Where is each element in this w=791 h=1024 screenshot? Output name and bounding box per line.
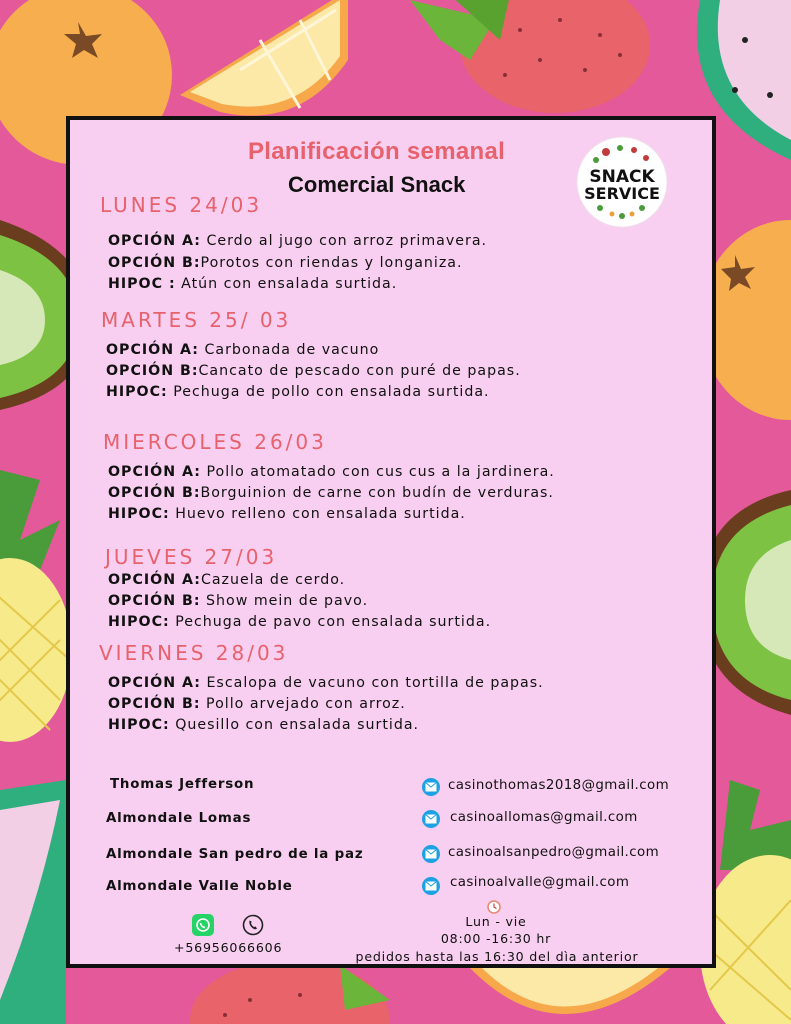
- snack-service-logo: [576, 136, 668, 228]
- option-a-line: OPCIÓN A: Cerdo al jugo con arroz primavera.: [108, 233, 488, 249]
- day-heading: MARTES 25/ 03: [101, 308, 292, 332]
- strawberry-icon: [190, 960, 390, 1024]
- option-a-line: OPCIÓN A: Carbonada de vacuno: [106, 342, 380, 358]
- email-link[interactable]: casinoallomas@gmail.com: [450, 810, 638, 825]
- location-name: Almondale Valle Noble: [106, 879, 293, 894]
- hipoc-line: HIPOC: Huevo relleno con ensalada surtida.: [108, 506, 466, 522]
- option-b-line: OPCIÓN B:Cancato de pescado con puré de papas.: [106, 363, 521, 379]
- email-icon: [422, 810, 440, 828]
- option-a-line: OPCIÓN A:Cazuela de cerdo.: [108, 572, 346, 588]
- location-name: Almondale San pedro de la paz: [106, 847, 364, 862]
- email-icon: [422, 845, 440, 863]
- logo-line-2: SERVICE: [584, 184, 660, 203]
- lemon-slice-icon: [180, 0, 348, 116]
- option-b-line: OPCIÓN B:Porotos con riendas y longaniza.: [108, 255, 463, 271]
- email-icon: [422, 877, 440, 895]
- page-title: Planificación semanal: [248, 138, 506, 165]
- phone-icon[interactable]: [242, 914, 264, 936]
- email-link[interactable]: casinoalvalle@gmail.com: [450, 875, 630, 890]
- watermelon-icon: [0, 780, 66, 1024]
- email-link[interactable]: casinoalsanpedro@gmail.com: [448, 845, 660, 860]
- whatsapp-icon[interactable]: [192, 914, 214, 936]
- option-b-line: OPCIÓN B:Borguinion de carne con budín de verduras.: [108, 485, 554, 501]
- hipoc-line: HIPOC : Atún con ensalada surtida.: [108, 276, 398, 292]
- location-name: Thomas Jefferson: [110, 777, 255, 792]
- email-link[interactable]: casinothomas2018@gmail.com: [448, 778, 670, 793]
- pineapple-icon: [0, 470, 72, 742]
- hipoc-line: HIPOC: Pechuga de pollo con ensalada surtida.: [106, 384, 490, 400]
- option-a-line: OPCIÓN A: Pollo atomatado con cus cus a la jardinera.: [108, 464, 555, 480]
- option-b-line: OPCIÓN B: Show mein de pavo.: [108, 593, 369, 609]
- menu-card: [66, 116, 716, 968]
- location-name: Almondale Lomas: [106, 811, 252, 826]
- strawberry-icon: [410, 0, 650, 113]
- hipoc-line: HIPOC: Quesillo con ensalada surtida.: [108, 717, 420, 733]
- phone-number[interactable]: +56956066606: [174, 940, 283, 955]
- opening-days: Lun - vie: [465, 914, 527, 929]
- page-subtitle: Comercial Snack: [288, 172, 466, 197]
- opening-hours: 08:00 -16:30 hr: [440, 931, 552, 946]
- logo-line-1: SNACK: [589, 167, 655, 187]
- clock-icon: [487, 900, 501, 914]
- option-b-line: OPCIÓN B: Pollo arvejado con arroz.: [108, 696, 406, 712]
- order-deadline: pedidos hasta las 16:30 del dìa anterior: [355, 949, 639, 964]
- hipoc-line: HIPOC: Pechuga de pavo con ensalada surtida.: [108, 614, 492, 630]
- day-heading: JUEVES 27/03: [105, 545, 278, 569]
- day-heading: VIERNES 28/03: [99, 641, 289, 665]
- day-heading: LUNES 24/03: [100, 193, 263, 217]
- email-icon: [422, 778, 440, 796]
- lemon-slice-icon: [470, 968, 670, 1014]
- option-a-line: OPCIÓN A: Escalopa de vacuno con tortilla de papas.: [108, 675, 544, 691]
- day-heading: MIERCOLES 26/03: [103, 430, 327, 454]
